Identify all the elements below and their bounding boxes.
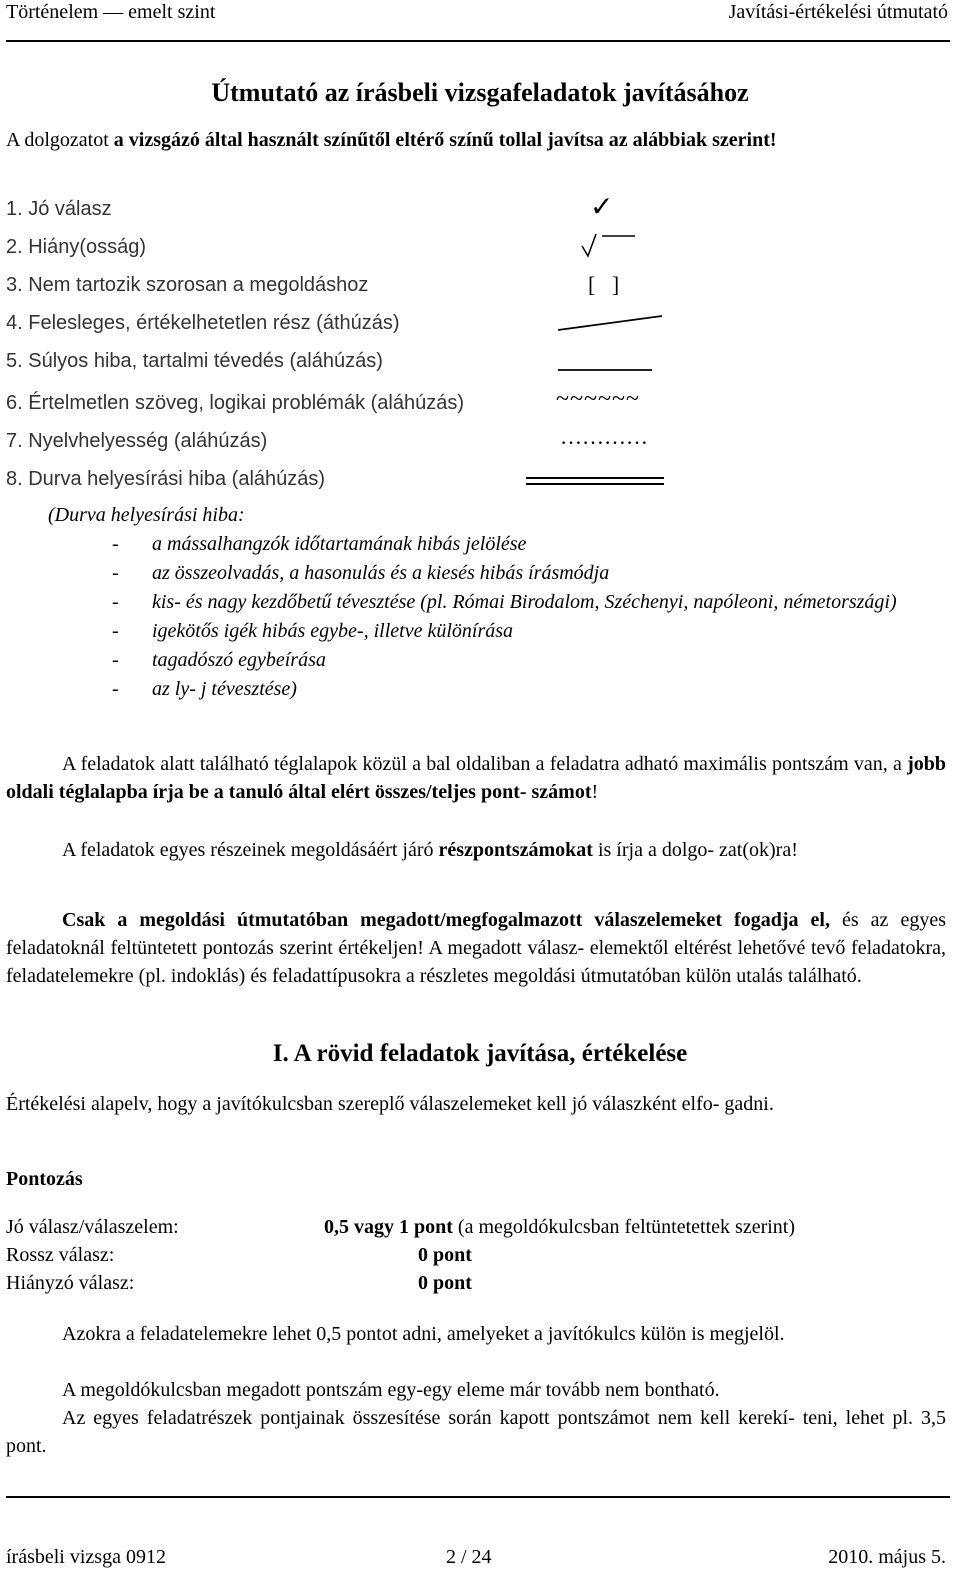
footer-date: 2010. május 5. <box>828 1546 946 1568</box>
page-title: Útmutató az írásbeli vizsgafeladatok javításához <box>211 78 749 107</box>
partial-check-icon <box>580 226 640 262</box>
brackets-icon: [ ] <box>588 272 620 297</box>
intro-paragraph <box>6 126 946 154</box>
paragraph-accepted-answers: Csak a megoldási útmutatóban megadott/megfogalmazott válaszelemeket fogadja el, és az egyes feladatoknál feltüntetett pontozás szerint értékeljen! A megadott válasz- elemektől eltérést lehetővé tevő feladatokra, feladatelemekre (pl. indoklás) és feladattípusokra a részletes megoldási útmutatóban külön utalás található. <box>6 909 946 987</box>
spelling-intro: (Durva helyesírási hiba: <box>48 504 245 526</box>
score-value-missing: 0 pont <box>418 1272 472 1294</box>
paragraph-boxes: A feladatok alatt található téglalapok közül a bal oldaliban a feladatra adható maximális pontszám van, a jobb oldali téglalapba írja be a tanuló által elért összes/teljes pont- számot! <box>6 753 946 803</box>
spelling-list <box>112 530 948 704</box>
legend-item-8: 8. Durva helyesírási hiba (aláhúzás) <box>6 468 326 490</box>
footer-left: írásbeli vizsga 0912 <box>6 1546 166 1568</box>
legend-item-7: 7. Nyelvhelyesség (aláhúzás) <box>6 430 268 452</box>
header-rule <box>6 40 950 42</box>
intro-bold: a vizsgázó által használt színűtől eltérő színű tollal javítsa az alábbiak szerint! <box>113 129 777 151</box>
wavy-icon: ~~~~~~ <box>556 386 640 412</box>
list-item: - kis- és nagy kezdőbetű tévesztése (pl. Római Birodalom, Széchenyi, napóleoni, németországi) <box>112 591 897 613</box>
double-underline-icon <box>524 474 668 488</box>
list-item: - az ly- j tévesztése) <box>112 678 297 700</box>
note-rounding: Az egyes feladatrészek pontjainak összesítése során kapott pontszámot nem kell kerekí- teni, lehet pl. 3,5 pont. <box>6 1407 946 1457</box>
list-item: - a mássalhangzók időtartamának hibás jelölése <box>112 533 527 555</box>
section-title: I. A rövid feladatok javítása, értékelése <box>272 1040 688 1067</box>
dotted-icon: ………… <box>560 424 648 449</box>
score-label-good: Jó válasz/válaszelem: <box>6 1216 179 1238</box>
checkmark-icon: ✓ <box>590 192 614 223</box>
score-label-missing: Hiányzó válasz: <box>6 1272 135 1294</box>
paragraph-partial-points: A feladatok egyes részeinek megoldásáért járó részpontszámokat is írja a dolgo- zat(ok)ra! <box>62 839 798 861</box>
list-item: - tagadószó egybeírása <box>112 649 326 671</box>
legend-item-5: 5. Súlyos hiba, tartalmi tévedés (aláhúzás) <box>6 350 383 372</box>
legend-item-3: 3. Nem tartozik szorosan a megoldáshoz <box>6 274 369 296</box>
note-indivisible: A megoldókulcsban megadott pontszám egy-egy eleme már tovább nem bontható. <box>62 1379 720 1401</box>
underline-icon <box>556 362 656 374</box>
score-value-good: 0,5 vagy 1 pont (a megoldókulcsban feltüntetettek szerint) <box>324 1216 796 1238</box>
list-item: - az összeolvadás, a hasonulás és a kiesés hibás írásmódja <box>112 562 610 584</box>
list-item: - igekötős igék hibás egybe-, illetve különírása <box>112 620 514 642</box>
scoring-heading: Pontozás <box>6 1168 83 1190</box>
header-left: Történelem — emelt szint <box>6 1 216 23</box>
intro-normal: A dolgozatot <box>6 129 114 151</box>
strike-line-icon <box>556 310 666 332</box>
legend-item-4: 4. Felesleges, értékelhetetlen rész (áthúzás) <box>6 312 400 334</box>
header-right: Javítási-értékelési útmutató <box>728 1 948 23</box>
footer-rule <box>6 1496 950 1498</box>
legend-item-6: 6. Értelmetlen szöveg, logikai problémák (aláhúzás) <box>6 392 464 414</box>
score-label-wrong: Rossz válasz: <box>6 1244 115 1266</box>
legend-item-1: 1. Jó válasz <box>6 198 112 220</box>
page-number: 2 / 24 <box>446 1546 492 1568</box>
principle-paragraph: Értékelési alapelv, hogy a javítókulcsban szereplő válaszelemeket kell jó válaszként elfo- gadni. <box>6 1093 774 1115</box>
score-value-wrong: 0 pont <box>418 1244 472 1266</box>
legend-item-2: 2. Hiány(osság) <box>6 236 147 258</box>
note-half-points: Azokra a feladatelemekre lehet 0,5 pontot adni, amelyeket a javítókulcs külön is megjelöl. <box>62 1323 785 1345</box>
